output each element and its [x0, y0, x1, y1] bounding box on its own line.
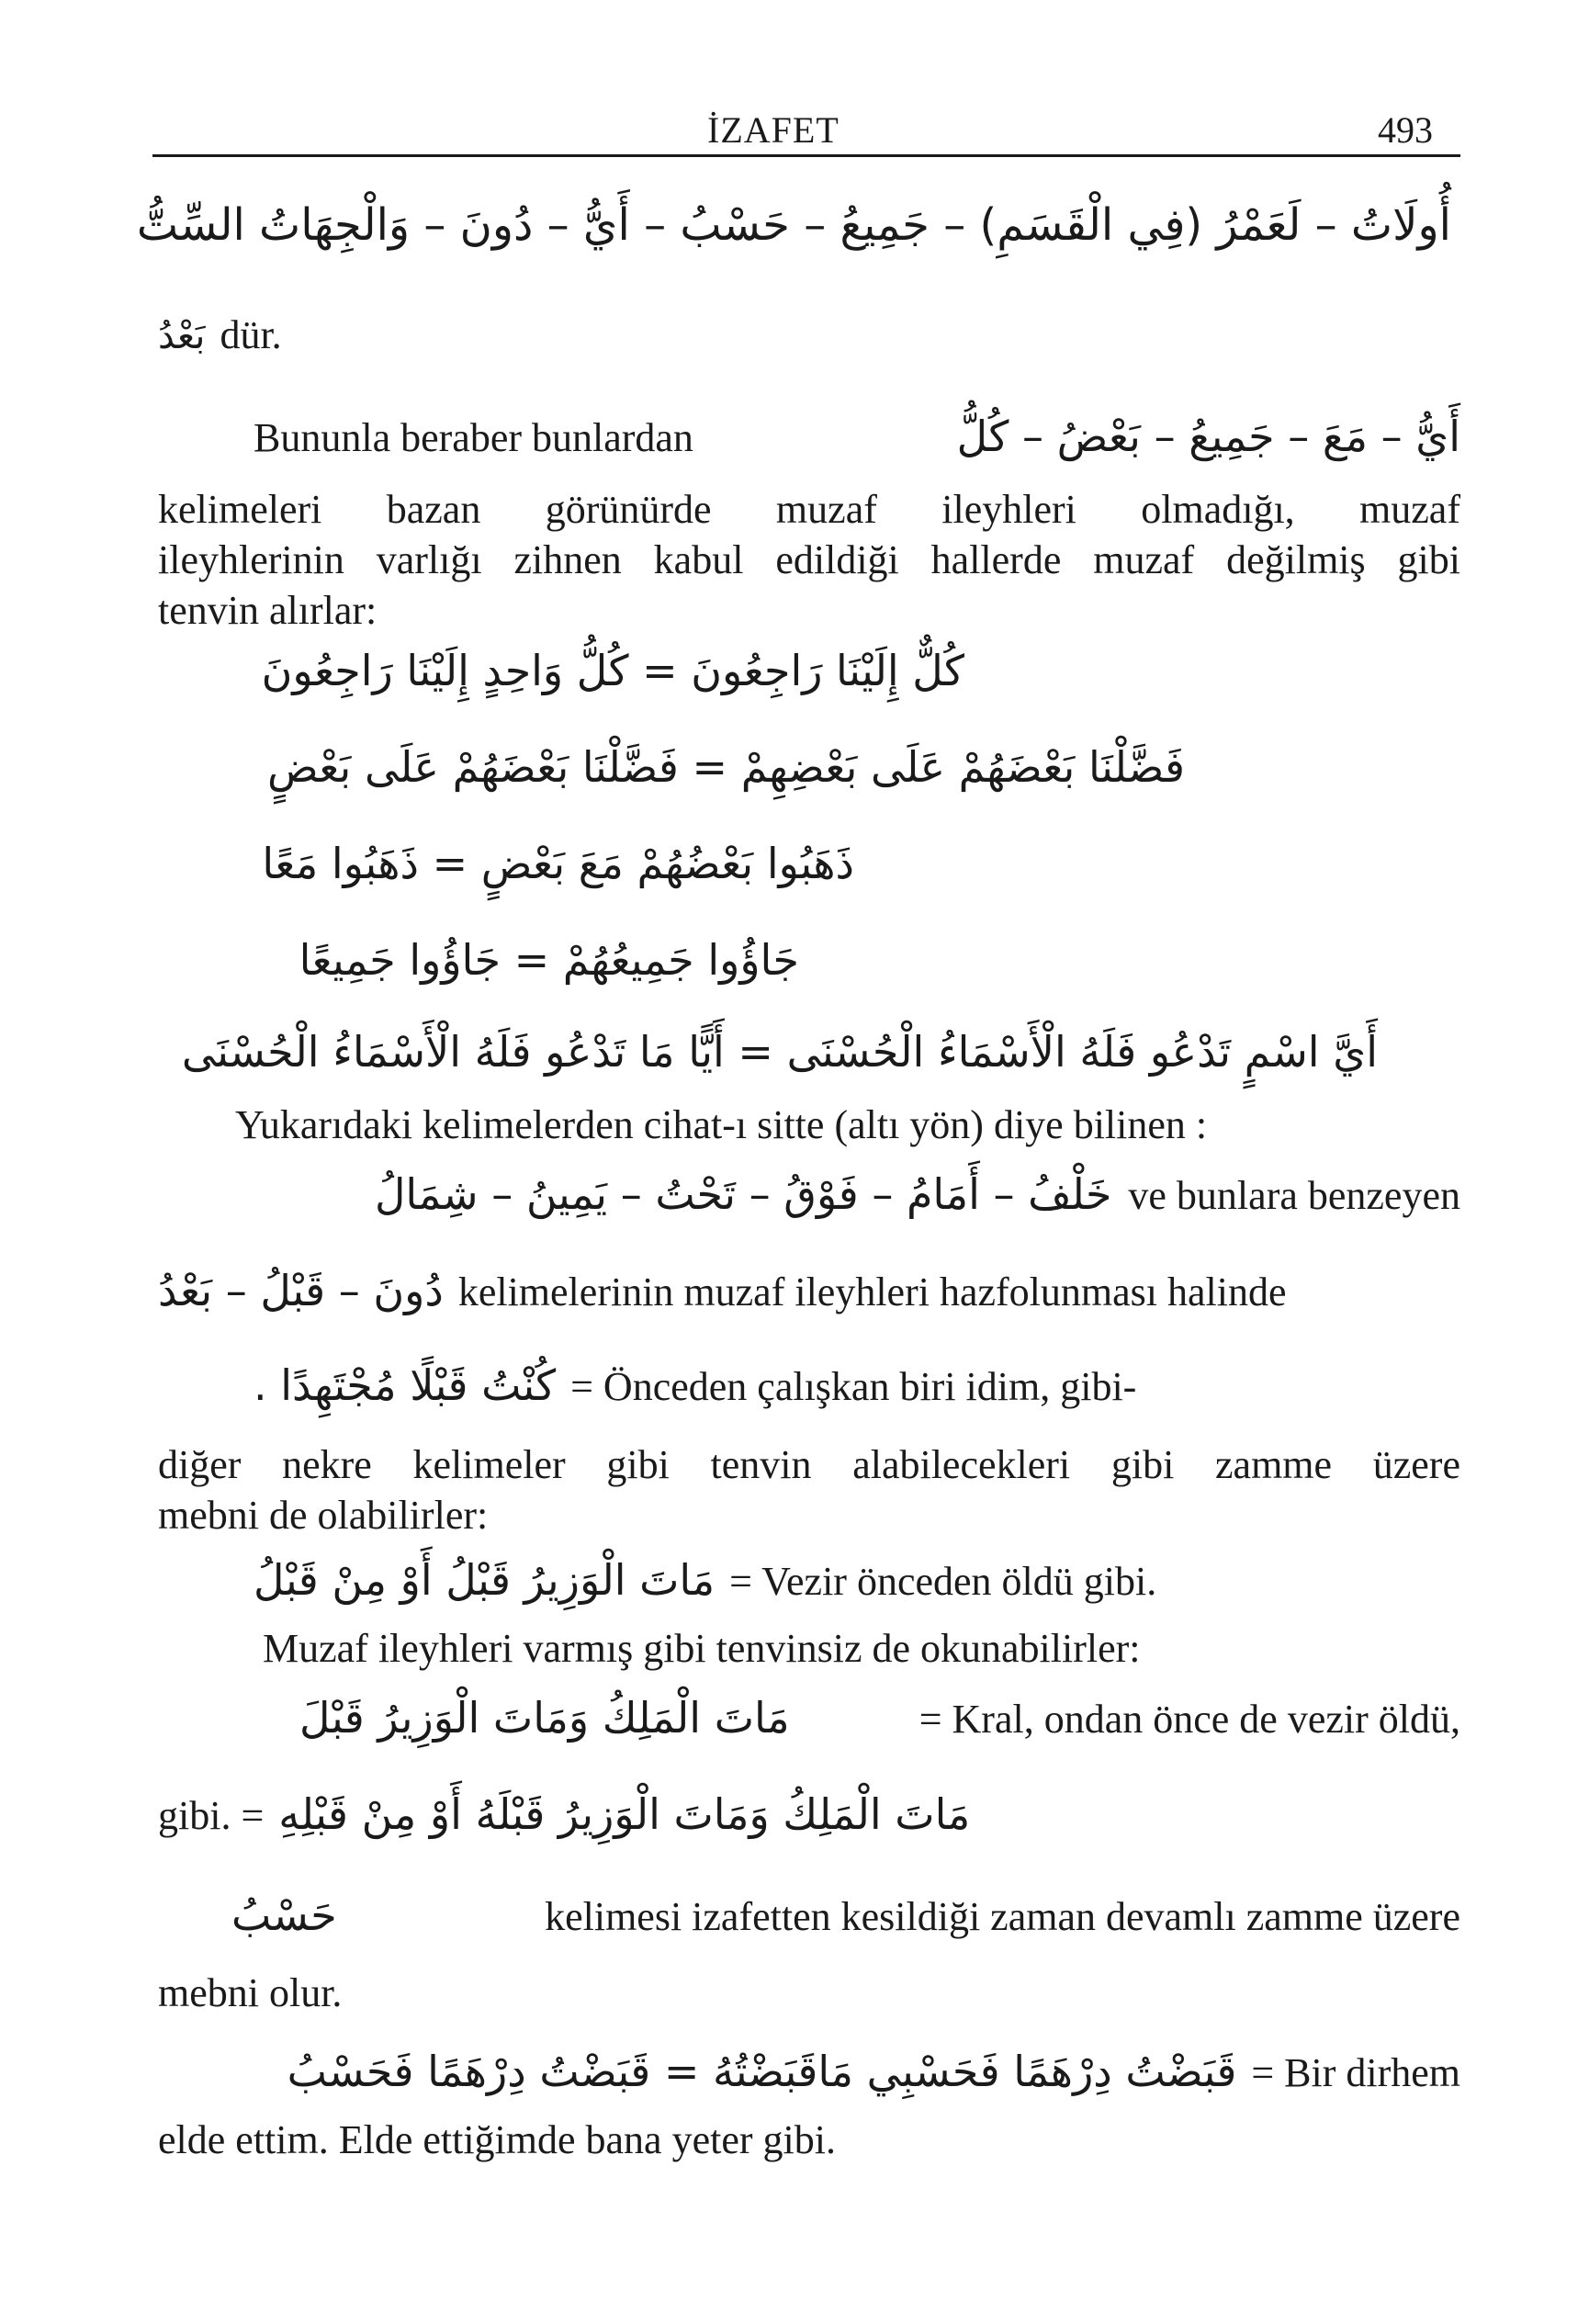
paragraph-4-line-1	[231, 1888, 1460, 1945]
ex7-arabic: مَاتَ الْمَلِكُ وَمَاتَ الْوَزِيرُ قَبْلَ	[299, 1693, 790, 1743]
p2-text-onceden: = Önceden çalışkan biri idim, gibi-	[570, 1364, 1137, 1409]
arabic-example-5: أَيَّ اسْمٍ تَدْعُو فَلَهُ الْأَسْمَاءُ الْحُسْنَى = أَيًّا مَا تَدْعُو فَلَهُ الْأَسْمَاءُ الْحُسْنَى	[181, 1027, 1378, 1077]
arabic-example-1: كُلٌّ إِلَيْنَا رَاجِعُونَ = كُلُّ وَاحِدٍ إِلَيْنَا رَاجِعُونَ	[261, 646, 964, 695]
ex6-arabic: مَاتَ الْوَزِيرُ قَبْلُ أَوْ مِنْ قَبْلُ	[254, 1555, 716, 1605]
running-header-title: İZAFET	[707, 109, 840, 151]
paragraph-1-line-2: kelimeleri bazan görünürde muzaf ileyhleri olmadığı, muzaf	[158, 487, 1460, 532]
ex8-text: gibi. =	[158, 1793, 265, 1838]
paragraph-2-line-1: Yukarıdaki kelimelerden cihat-ı sitte (altı yön) diye bilinen :	[235, 1102, 1208, 1147]
p2-text-benzeyen: ve bunlara benzeyen	[1128, 1173, 1460, 1218]
example-8-line	[158, 1787, 1460, 1844]
ex9-arabic: قَبَضْتُ دِرْهَمًا فَحَسْبِي مَاقَبَضْتُهُ = قَبَضْتُ دِرْهَمًا فَحَسْبُ	[287, 2047, 1237, 2096]
paragraph-2-line-5: diğer nekre kelimeler gibi tenvin alabilecekleri gibi zamme üzere	[158, 1442, 1460, 1487]
paragraph-2-line-4	[254, 1358, 1556, 1415]
p4-arabic-hasb: حَسْبُ	[231, 1890, 337, 1940]
p2-arabic-kuntu: كُنْتُ قَبْلًا مُجْتَهِدًا .	[254, 1360, 557, 1410]
p1-intro-text: Bununla beraber bunlardan	[254, 415, 693, 460]
arabic-word-badu: بَعْدُ	[158, 315, 206, 357]
paragraph-2-line-2	[309, 1167, 1460, 1224]
paragraph-2-line-3	[158, 1263, 1460, 1320]
paragraph-1-line-4: tenvin alırlar:	[158, 588, 378, 633]
p1-arabic-words: أَيُّ – مَعَ – جَمِيعُ – بَعْضُ – كُلُّ	[956, 412, 1460, 461]
ex7-text: = Kral, ondan önce de vezir öldü,	[918, 1697, 1460, 1742]
p4-text-kelimesi: kelimesi izafetten kesildiği zaman devamlı zamme üzere	[545, 1894, 1460, 1939]
example-6-line	[254, 1552, 1556, 1609]
arabic-example-2: فَضَّلْنَا بَعْضَهُمْ عَلَى بَعْضِهِمْ = فَضَّلْنَا بَعْضَهُمْ عَلَى بَعْضٍ	[266, 742, 1185, 792]
arabic-example-4: جَاؤُوا جَمِيعُهُمْ = جَاؤُوا جَمِيعًا	[299, 935, 799, 985]
line-dur-row	[158, 308, 525, 364]
paragraph-4-line-2: mebni olur.	[158, 1970, 343, 2015]
paragraph-3-line-1: Muzaf ileyhleri varmış gibi tenvinsiz de okunabilirler:	[263, 1626, 1141, 1671]
ex9-text: = Bir dirhem	[1251, 2050, 1460, 2095]
arabic-example-3: ذَهَبُوا بَعْضُهُمْ مَعَ بَعْضٍ = ذَهَبُوا مَعًا	[262, 839, 854, 888]
paragraph-1-line-1	[254, 409, 1460, 466]
header-rule	[152, 154, 1460, 157]
example-7-line	[299, 1690, 1460, 1747]
paragraph-4-line-4: elde ettim. Elde ettiğimde bana yeter gibi.	[158, 2117, 836, 2162]
p2-text-hazf: kelimelerinin muzaf ileyhleri hazfolunması halinde	[457, 1269, 1287, 1314]
paragraph-1-line-3: ileyhlerinin varlığı zihnen kabul edildiği hallerde muzaf değilmiş gibi	[158, 537, 1460, 582]
ex6-text: = Vezir önceden öldü gibi.	[729, 1559, 1157, 1604]
text-dur: dür.	[220, 312, 282, 357]
paragraph-2-line-6: mebni de olabilirler:	[158, 1493, 489, 1538]
page-number: 493	[1378, 109, 1433, 151]
example-9-line	[254, 2044, 1460, 2101]
ex8-arabic: مَاتَ الْمَلِكُ وَمَاتَ الْوَزِيرُ قَبْلَهُ أَوْ مِنْ قَبْلِهِ	[278, 1789, 971, 1839]
p2-arabic-directions: خَلْفُ – أَمَامُ – فَوْقُ – تَحْتُ – يَمِينُ – شِمَالُ	[375, 1169, 1112, 1219]
p2-arabic-qabl: دُونَ – قَبْلُ – بَعْدُ	[158, 1266, 444, 1315]
arabic-word-list: أُولَاتُ – لَعَمْرُ (فِي الْقَسَمِ) – جَمِيعُ – حَسْبُ – أَيُّ – دُونَ – وَالْجِهَاتُ السِّتُّ	[136, 199, 1451, 251]
